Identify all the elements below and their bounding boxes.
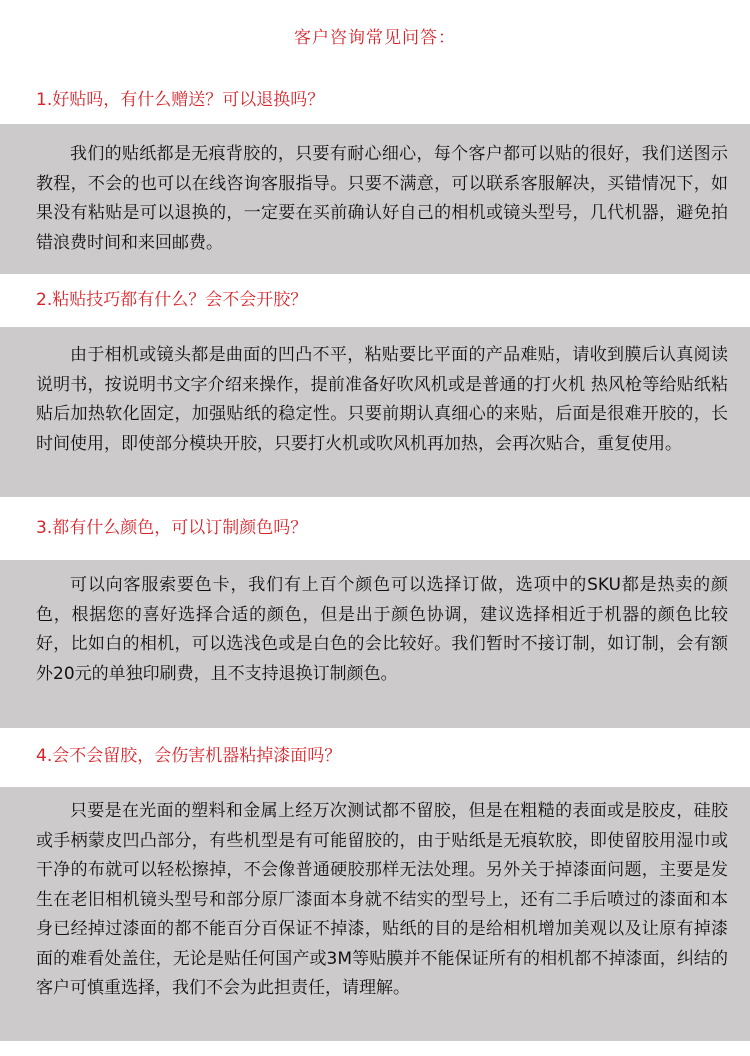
faq-question-2: 2.粘贴技巧都有什么？会不会开胶？ <box>36 290 308 310</box>
faq-question-4: 4.会不会留胶，会伤害机器粘掉漆面吗？ <box>36 746 342 766</box>
faq-answer-1: 我们的贴纸都是无痕背胶的，只要有耐心细心，每个客户都可以贴的很好，我们送图示教程，不会的也可以在线咨询客服指导。只要不满意，可以联系客服解决，买错情况下，如果没有粘贴是可以退换的，一定要在买前确认好自己的相机或镜头型号，几代机器，避免拍错浪费时间和来回邮费。 <box>36 144 728 253</box>
faq-answer-box-1 <box>0 124 750 274</box>
faq-answer-3: 可以向客服索要色卡，我们有上百个颜色可以选择订做，选项中的SKU都是热卖的颜色，根据您的喜好选择合适的颜色，但是出于颜色协调，建议选择相近于机器的颜色比较好，比如白的相机，可以选浅色或是白色的会比较好。我们暂时不接订制，如订制，会有额外20元的单独印刷费，且不支持退换订制颜色。 <box>36 575 728 684</box>
faq-question-3: 3.都有什么颜色，可以订制颜色吗？ <box>36 518 308 538</box>
page-title: 客户咨询常见问答： <box>294 28 456 48</box>
faq-answer-box-4 <box>0 787 750 1041</box>
faq-answer-box-2 <box>0 327 750 497</box>
faq-answer-4: 只要是在光面的塑料和金属上经万次测试都不留胶，但是在粗糙的表面或是胶皮，硅胶或手柄蒙皮凹凸部分，有些机型是有可能留胶的，由于贴纸是无痕软胶，即使留胶用湿巾或干净的布就可以轻松擦掉，不会像普通硬胶那样无法处理。另外关于掉漆面问题，主要是发生在老旧相机镜头型号和部分原厂漆面本身就不结实的型号上，还有二手后喷过的漆面和本身已经掉过漆面的都不能百分百保证不掉漆，贴纸的目的是给相机增加美观以及让原有掉漆面的难看处盖住，无论是贴任何国产或3M等贴膜并不能保证所有的相机都不掉漆面，纠结的客户可慎重选择，我们不会为此担责任，请理解。 <box>36 801 728 998</box>
faq-question-1: 1.好贴吗，有什么赠送？可以退换吗？ <box>36 90 325 110</box>
faq-answer-box-3 <box>0 560 750 728</box>
faq-answer-2: 由于相机或镜头都是曲面的凹凸不平，粘贴要比平面的产品难贴，请收到膜后认真阅读说明书，按说明书文字介绍来操作，提前准备好吹风机或是普通的打火机 热风枪等给贴纸粘贴后加热软化固定，加强贴纸的稳定性。只要前期认真细心的来贴，后面是很难开胶的，长时间使用，即使部分模块开胶，只要打火机或吹风机再加热，会再次贴合，重复使用。 <box>36 345 728 454</box>
